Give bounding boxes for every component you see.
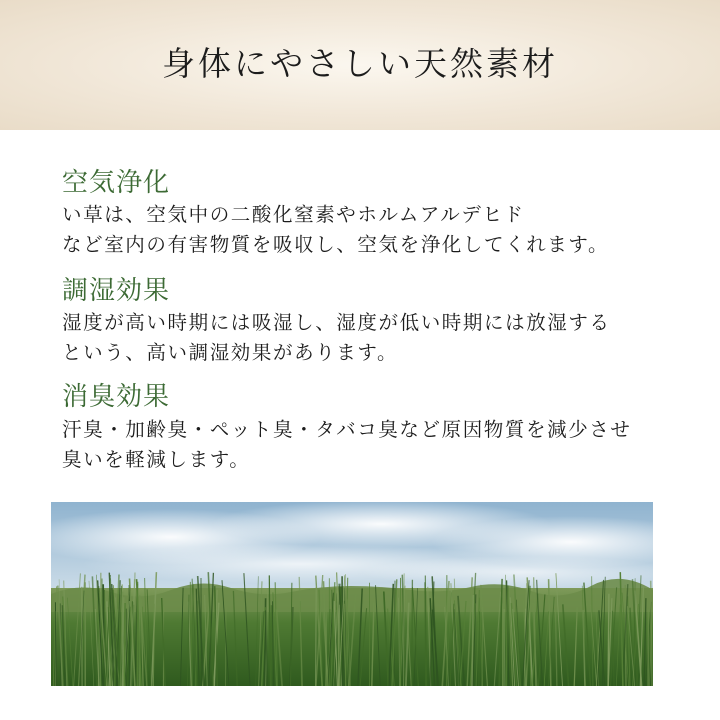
section-text-line: 汗臭・加齢臭・ペット臭・タバコ臭など原因物質を減少させ	[62, 418, 632, 441]
section-text-line: い草は、空気中の二酸化窒素やホルムアルデヒド	[62, 203, 525, 226]
page-title: 身体にやさしい天然素材	[162, 44, 558, 83]
section-heading-deodorizing: 消臭効果	[62, 382, 171, 412]
section-heading-humidity-control: 調湿効果	[62, 276, 171, 306]
section-text-line: 臭いを軽減します。	[62, 448, 251, 471]
section-text-line: など室内の有害物質を吸収し、空気を浄化してくれます。	[62, 233, 610, 256]
section-text-line: 湿度が高い時期には吸湿し、湿度が低い時期には放湿する	[62, 311, 611, 334]
header-banner	[0, 0, 720, 130]
section-heading-air-purification: 空気浄化	[62, 168, 171, 198]
grass-field-illustration	[51, 502, 653, 686]
section-text-line: という、高い調湿効果があります。	[62, 341, 399, 364]
rush-field-photo	[51, 502, 653, 686]
